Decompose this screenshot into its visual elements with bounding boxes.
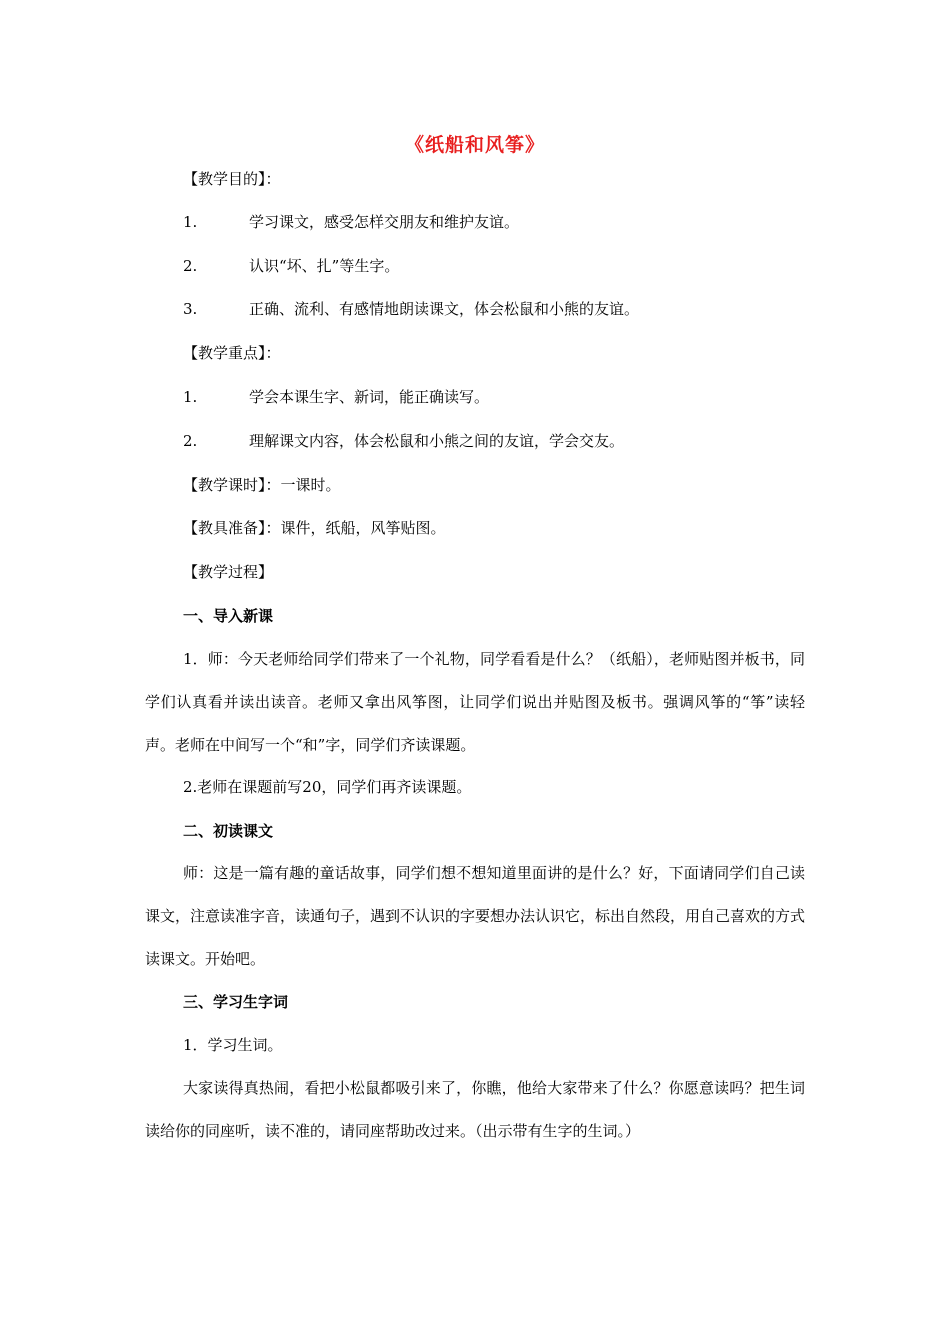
section-3-heading: 三、学习生字词 <box>183 993 289 1011</box>
objectives-heading: 【教学目的】： <box>183 170 281 188</box>
objective-item-text: 认识“坏、扎”等生字。 <box>249 257 400 275</box>
section-2-heading: 二、初读课文 <box>183 822 274 840</box>
key-point-item-2 <box>183 430 624 452</box>
key-point-item-text: 理解课文内容，体会松鼠和小熊之间的友谊，学会交友。 <box>249 432 625 450</box>
objective-item-3 <box>183 298 639 320</box>
section-3-paragraph-1: 1．学习生词。 <box>183 1036 283 1054</box>
objective-item-text: 学习课文，感受怎样交朋友和维护友谊。 <box>249 213 520 231</box>
document-title: 《纸船和风筝》 <box>404 134 545 156</box>
objective-item-2 <box>183 255 399 277</box>
key-point-item-number: 2. <box>183 432 198 450</box>
materials-line: 【教具准备】：课件，纸船，风筝贴图。 <box>183 519 446 537</box>
section-3-paragraph-2: 大家读得真热闹，看把小松鼠都吸引来了，你瞧，他给大家带来了什么？你愿意读吗？把生词读给你的同座听，读不准的，请同座帮助改过来。（出示带有生字的生词。） <box>145 1079 805 1140</box>
section-1-heading: 一、导入新课 <box>183 607 274 625</box>
section-1-paragraph-2: 2.老师在课题前写20，同学们再齐读课题。 <box>183 778 472 796</box>
key-point-item-number: 1. <box>183 388 198 406</box>
key-point-item-text: 学会本课生字、新词，能正确读写。 <box>249 388 490 406</box>
objective-item-number: 2. <box>183 257 198 275</box>
key-points-heading: 【教学重点】： <box>183 344 281 362</box>
objective-item-number: 1. <box>183 213 198 231</box>
section-1-paragraph-1: 1．师：今天老师给同学们带来了一个礼物，同学看看是什么？（纸船），老师贴图并板书，同学们认真看并读出读音。老师又拿出风筝图，让同学们说出并贴图及板书。强调风筝的“筝”读轻声。老师在中间写一个“和”字，同学们齐读课题。 <box>145 650 805 754</box>
objective-item-1 <box>183 211 519 233</box>
class-hours-line: 【教学课时】：一课时。 <box>183 476 341 494</box>
objective-item-number: 3. <box>183 300 198 318</box>
section-2-paragraph-1: 师：这是一篇有趣的童话故事，同学们想不想知道里面讲的是什么？好，下面请同学们自己读课文，注意读准字音，读通句子，遇到不认识的字要想办法认识它，标出自然段，用自己喜欢的方式读课文。开始吧。 <box>145 864 806 968</box>
process-heading: 【教学过程】 <box>183 563 274 581</box>
key-point-item-1 <box>183 386 489 408</box>
objective-item-text: 正确、流利、有感情地朗读课文，体会松鼠和小熊的友谊。 <box>249 300 640 318</box>
